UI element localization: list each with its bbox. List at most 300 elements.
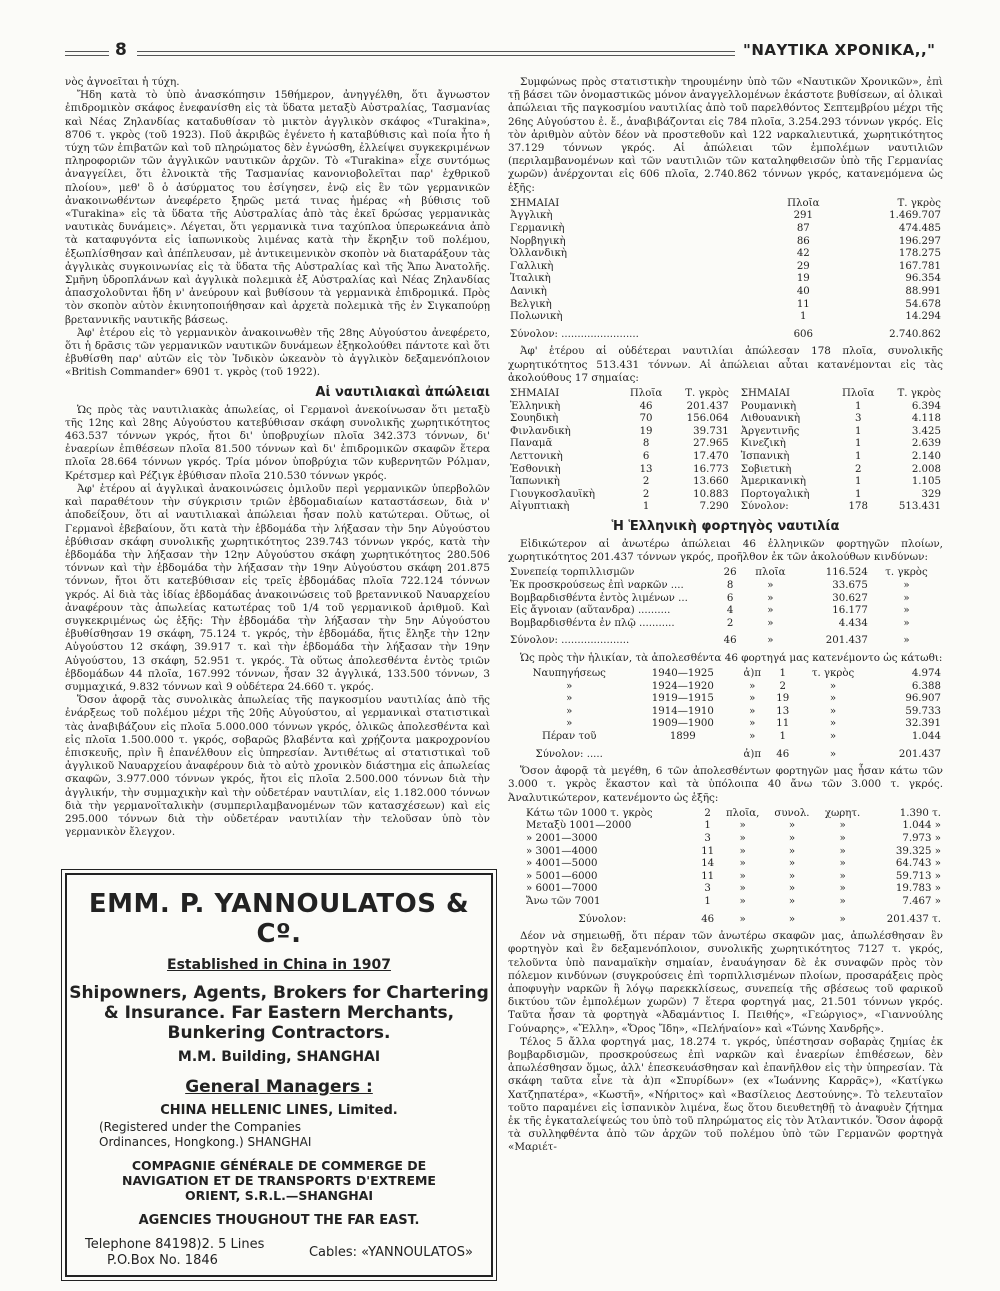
table-cell: Ἰταλικὴ [510, 273, 551, 285]
table-cell: 6.394 [911, 400, 941, 412]
table-row [508, 223, 943, 236]
ad-general-managers-heading: General Managers : [185, 1077, 373, 1097]
table-cell: Σύνολον: ..... [535, 748, 603, 760]
table-cell: Γαλλικὴ [510, 260, 554, 272]
right-paragraph: Ὅσον ἀφορᾷ τὰ μεγέθη, 6 τῶν ἀπολεσθέντων φορτηγῶν μας ἦσαν κάτω τῶν 3.000 τ. γκρὸς ἕκαστον καὶ τὰ ὑπόλοιπα 40 ἄνω τῶν 3.000 τ. γκρός. Ἀναλυτικώτερον, κατενέμοντο ὡς ἑξῆς: [508, 765, 943, 804]
table-cell: 3 [704, 833, 711, 845]
table-cell: 1940—1925 [651, 668, 714, 680]
table-cell: » [903, 592, 910, 604]
table-cell: 2.140 [911, 450, 941, 462]
table-row [508, 286, 943, 299]
table-row [508, 210, 943, 223]
table-cell: Ἄνω τῶν 7001 [526, 896, 601, 907]
table-row [508, 261, 943, 274]
table-cell: 32.391 [905, 718, 941, 730]
table-cell: » [739, 883, 746, 895]
table-cell: 1.044 [911, 731, 941, 743]
table-cell: » [749, 705, 756, 717]
table-cell: » [839, 833, 846, 845]
table-cell: 70 [639, 413, 653, 425]
table-row [508, 236, 943, 249]
table-cell: » [839, 870, 846, 882]
right-paragraph: Ἀφ' ἑτέρου αἱ οὐδέτεραι ναυτιλίαι ἀπώλεσαν 178 πλοῖα, συνολικῆς χωρητικότητος 513.431 τόννων. Αἱ ἀπώλειαι αὗται κατανέμονται εἰς τὰς ἀκολούθους 17 σημαίας: [508, 345, 943, 384]
table-cell: 3.425 [911, 425, 941, 437]
table-cell: 196.297 [898, 235, 941, 247]
left-paragraph: Ἀφ' ἑτέρου αἱ ἀγγλικαὶ ἀνακοινώσεις ὁμιλοῦν περὶ γερμανικῶν ὑπερβολῶν καὶ παραθέτουν τὴν σύγκρισιν τριῶν ἑβδομαδιαίων καταστάσεων, διὰ ν' ἀποδείξουν, ὅτι αἱ ναυτιλιακαὶ ἀπώλειαι ἦσαν πολὺ κατώτεραι. Οὕτως, οἱ Γερμανοὶ ἐβεβαίουν, ὅτι κατὰ τὴν ἑβδομάδα τὴν λήξασαν τὴν 5ην Αὐγούστου ἐβύθισαν σκάφη συνολικῆς χωρητικότητος 239.743 τόννων γκρός, κατὰ τὴν ἑβδομάδα τὴν λήξασαν τὴν 12ην Αὐγούστου σκάφη χωρητικότητος 280.506 τόννων καὶ τὴν ἑβδομάδα τὴν λήξασαν τὴν 19ην Αὐγούστου σκάφη 201.875 τόννων, ἤτοι ὅτι κατεβύθισαν εἰς τρεῖς ἑβδομάδας πλοῖα 722.124 τόννων γκρός. Αἱ διὰ τὰς ἰδίας ἑβδομάδας ἀνακοινώσεις τοῦ βρεταννικοῦ Ναυαρχείου ἀναφέρουν τὰς ἀπωλείας κατωτέρας τοῦ 1/4 τοῦ γερμανικοῦ ἀριθμοῦ. Καὶ συγκεκριμένως ὡς ἑξῆς: Τὴν ἑβδομάδα τὴν λήξασαν τὴν 5ην Αὐγούστου ἐβυθίσθησαν 19 σκάφη, 75.124 τ. γκρός, τὴν ἑβδομάδα, ἥτις ἔληξε τὴν 12ην Αὐγούστου 12 σκάφη, 39.917 τ. καὶ τὴν ἑβδομάδα τὴν λήξασαν τὴν 19ην Αὐγούστου, 13 σκάφη, 52.951 τ. γκρός. Τὰ οὕτως ἀπολεσθέντα ἐντὸς τριῶν ἑβδομάδων 44 πλοῖα, 167.992 τόννων, ἦσαν 32 ἀγγλικά, 133.500 τόννων, 3 συμμαχικά, 9.832 τόννων καὶ 9 οὐδέτερα 24.660 τ. γκρός. [65, 482, 490, 693]
table-cell: 201.437 τ. [886, 913, 941, 925]
table-row [508, 413, 943, 426]
table-cell: 1 [854, 425, 862, 437]
table-cell: Βομβαρδισθέντα ἐντὸς λιμένων ... [510, 592, 688, 604]
yannoulatos-advertisement [65, 873, 493, 1277]
table-cell: » [739, 870, 746, 882]
table-cell: 96.907 [905, 693, 941, 705]
table-cell: 1919—1915 [651, 693, 714, 705]
table-cell: Ἀμερικανικὴ [740, 476, 806, 488]
section-heading-losses: Αἱ ναυτιλιακαὶ ἀπώλειαι [315, 384, 490, 400]
table-row [508, 464, 943, 477]
table-cell: 29 [796, 260, 810, 272]
table-cell: 33.675 [832, 579, 868, 591]
table-cell: 201.437 [825, 635, 868, 647]
table-cell: Βελγικὴ [510, 298, 552, 310]
table-cell: 4 [726, 605, 734, 617]
table-cell: Γιουγκοσλαυϊκὴ [510, 488, 595, 500]
table-cell: 46 [639, 400, 653, 412]
table-cell: » [739, 845, 746, 857]
left-paragraph: Ἀφ' ἑτέρου εἰς τὸ γερμανικὸν ἀνακοινωθὲν τῆς 28ης Αὐγούστου ἀνεφέρετο, ὅτι ἡ δρᾶσις τῶν γερμανικῶν ναυτικῶν δυνάμεων ἐξηκολούθει πάντοτε καὶ ὅτι ἐβυθίσθη παρ' αὐτῶν εἰς τὸν Ἰνδικὸν ὠκεανὸν τὸ ἀγγλικὸν δεξαμενόπλοιον «British Commander» 6901 τ. γκρὸς (τοῦ 1922). [65, 326, 490, 379]
ad-pobox: P.O.Box No. 1846 [107, 1253, 218, 1268]
left-paragraph: νὸς ἀγνοεῖται ἡ τύχη. [65, 76, 180, 88]
table-cell: » [903, 579, 910, 591]
table-total-row [508, 324, 943, 342]
table-row [508, 618, 943, 631]
table-cell: πλοῖα [755, 567, 786, 579]
table-cell: Μεταξὺ 1001—2000 [526, 820, 632, 832]
table-row [508, 858, 943, 871]
table-cell: Λιθουανικὴ [740, 413, 801, 425]
table-row [508, 668, 943, 681]
table-cell: Ἑλληνικὴ [510, 400, 561, 412]
table-cell: » [839, 896, 846, 907]
table-cell: 87 [796, 223, 810, 235]
table-cell: 2 [779, 680, 787, 692]
table-cell: » [566, 705, 573, 717]
table-cell: » [767, 592, 774, 604]
table-cell: 3 [854, 413, 862, 425]
table-cell: 8 [726, 579, 734, 591]
table-cell: 6 [642, 450, 650, 462]
table-cell: 2 [854, 463, 862, 475]
table-cell: » [767, 617, 774, 629]
table-row [508, 883, 943, 896]
table-row [508, 605, 943, 618]
table-cell: Πέραν τοῦ [542, 731, 597, 743]
table-cell: 513.431 [898, 501, 941, 513]
table-cell: Ναυπηγήσεως [532, 668, 606, 680]
ad-contact [85, 1237, 473, 1269]
table-row [508, 501, 943, 514]
table-cell: 46 [723, 635, 737, 647]
table-cell: 1.044 » [902, 820, 941, 832]
table-total-row [508, 909, 943, 927]
table-cell: » [749, 680, 756, 692]
table-cell: 59.713 » [895, 870, 941, 882]
table-cell: Ὀλλανδικὴ [510, 248, 567, 260]
table-cell: 1 [854, 438, 862, 450]
table-row [508, 580, 943, 593]
table-spacer [630, 744, 735, 762]
table-cell: 16.177 [832, 605, 868, 617]
ad-established: Established in China in 1907 [167, 957, 391, 973]
greek-losses-by-cause-table [508, 567, 943, 648]
table-cell: 201.437 [898, 748, 941, 760]
table-row [508, 273, 943, 286]
table-row [508, 426, 943, 439]
table-cell: Ἐκ προσκρούσεως ἐπὶ ναρκῶν .... [510, 579, 684, 591]
header-rule-left [65, 51, 109, 56]
table-cell: 46 [701, 913, 715, 925]
table-cell: Συνεπείᾳ τορπιλλισμῶν [510, 567, 635, 579]
table-cell: 42 [796, 248, 810, 260]
table-cell: 46 [776, 748, 790, 760]
table-cell: Κάτω τῶν 1000 τ. γκρὸς [526, 807, 653, 819]
table-row [508, 438, 943, 451]
left-column [65, 76, 490, 839]
table-cell: Πολωνικὴ [510, 311, 563, 323]
table-cell: » [767, 579, 774, 591]
ad-services-line: Bunkering Contractors. [167, 1023, 391, 1043]
table-cell: Νορβηγικὴ [510, 235, 566, 247]
table-cell: ἀ)π [743, 748, 762, 760]
table-cell: Σουηδικὴ [510, 413, 559, 425]
table-cell: Σύνολον: ..................... [510, 635, 630, 647]
ad-telephone: Telephone 84198)2. 5 Lines [85, 1237, 265, 1252]
table-cell: Ἐσθονικὴ [510, 463, 561, 475]
table-cell: 14 [701, 858, 715, 870]
table-row [508, 846, 943, 859]
table-cell: 26 [723, 567, 737, 579]
table-row [508, 706, 943, 719]
table-cell: 329 [921, 488, 941, 500]
table-cell: 2 [704, 807, 711, 819]
table-cell: » [749, 718, 756, 730]
table-cell: Ρουμανικὴ [740, 400, 797, 412]
table-cell: 3 [704, 883, 711, 895]
ad-registration-line: (Registered under the Companies [99, 1120, 302, 1134]
right-paragraph: Τέλος 5 ἄλλα φορτηγά μας, 18.274 τ. γκρός, ὑπέστησαν σοβαρὰς ζημίας ἐκ βομβαρδισμῶν, προσκρούσεως ἐπὶ ναρκῶν καὶ ἐναερίων ἐπιθέσεων, δὲν ἀπωλέσθησαν ὅμως, ἀλλ' ἐπεσκευάσθησαν καὶ ἐπανῆλθον εἰς τὴν ὑπηρεσίαν. Τὰ σκάφη ταῦτα εἶνε τὰ ἀ)π «Σπυρίδων» (ex «Ἰωάννης Καρρᾶς»), «Κατίγκω Χατζηπατέρα», «Κωστῆ», «Νήριτος» καὶ «Βασίλειος Δεστούνης». Τὸ τελευταῖον τοῦτο παραμένει εἰς ἰσπανικὸν λιμένα, ἕως ὅτου διευθετηθῇ τὸ ἀναφυὲν ζήτημα ἐκ τῆς ἐγκαταλείψεώς του ὑπὸ τοῦ πληρώματος εἰς τὸν Ἀτλαντικόν. Ὅσον ἀφορᾷ τὰ συλληφθέντα ἀπὸ τῶν ἀρχῶν τοῦ πολέμου ὑπὸ τῶν Γερμανῶν φορτηγὰ «Μαριέτ- [508, 1035, 943, 1154]
left-paragraph: Ὡς πρὸς τὰς ναυτιλιακὰς ἀπωλείας, οἱ Γερμανοὶ ἀνεκοίνωσαν ὅτι μεταξὺ τῆς 12ης καὶ 28ης Αὐγούστου κατεβύθισαν σκάφη συνολικῆς χωρητικότητος 463.537 τόννων γκρός, ἤτοι δι' ὑποβρυχίων πλοῖα 342.373 τόννων, δι' ἐναερίων ἐπιθέσεων πλοῖα 81.500 τόννων καὶ δι' ἐπιδρομικῶν σκαφῶν ἕτερα πλοῖα 28.664 τόννων γκρός. Τρία μόνον ὑποβρύχια τῶν κυβερνητῶν Ρόλμαν, Κρέτσμερ καὶ Ρέζιγκ ἐβύθισαν πλοῖα 210.530 τόννων γκρός. [65, 403, 490, 482]
table-cell: 13 [639, 463, 653, 475]
table-cell: » [739, 858, 746, 870]
table-cell: 1 [704, 820, 711, 832]
table-cell: 59.733 [905, 705, 941, 717]
table-cell: Σύνολον: [740, 501, 789, 513]
table-cell: 2.639 [911, 438, 941, 450]
table-cell: Κινεζικὴ [740, 438, 786, 450]
table-cell: » [839, 845, 846, 857]
table-cell: » [788, 820, 796, 832]
table-cell: » [839, 883, 846, 895]
table-cell: » [739, 896, 746, 907]
ad-registration-line: Ordinances, Hongkong.) SHANGHAI [99, 1135, 312, 1149]
table-cell: 88.991 [905, 285, 941, 297]
table-cell: 13.660 [693, 476, 729, 488]
ad-company-china-hellenic: CHINA HELLENIC LINES, Limited. [160, 1103, 398, 1118]
table-cell: 17.470 [693, 450, 729, 462]
table-cell: » [829, 748, 837, 760]
table-cell: 19 [776, 693, 790, 705]
table-cell: 39.731 [693, 425, 729, 437]
table-cell: 30.627 [832, 592, 868, 604]
table-cell: 1 [779, 731, 787, 743]
table-cell: 474.485 [898, 223, 941, 235]
table-cell: Αἰγυπτιακὴ [510, 501, 570, 513]
table-cell: 1909—1900 [651, 718, 714, 730]
table-cell: 96.354 [905, 273, 941, 285]
table-cell: » [829, 705, 837, 717]
table-cell: 54.678 [905, 298, 941, 310]
table-cell: Γερμανικὴ [510, 223, 565, 235]
table-cell: τ. γκρὸς [811, 668, 855, 680]
ad-services-line: & Insurance. Far Eastern Merchants, [103, 1003, 455, 1023]
table-cell: » [839, 820, 846, 832]
table-cell: » [788, 845, 796, 857]
table-cell: » [829, 718, 837, 730]
table-cell: » [788, 858, 796, 870]
table-cell: » [839, 913, 846, 925]
table-cell: » [903, 605, 910, 617]
table-header: ΣΗΜΑΙΑΙ [740, 387, 791, 399]
table-cell: 2.740.862 [889, 328, 941, 340]
table-cell: » [566, 693, 573, 705]
table-cell: 16.773 [693, 463, 729, 475]
table-cell: τ. γκρὸς [885, 567, 928, 579]
ad-compagnie-line: NAVIGATION ET DE TRANSPORTS D'EXTREME [122, 1173, 436, 1188]
table-row [508, 476, 943, 489]
table-cell: 1 [854, 488, 862, 500]
table-header: Τ. γκρὸς [897, 197, 941, 209]
table-cell: Δανικὴ [510, 285, 547, 297]
table-cell: Ἰαπωνικὴ [510, 476, 560, 488]
table-header: ΣΗΜΑΙΑΙ [510, 387, 560, 399]
table-cell: » 6001—7000 [526, 883, 598, 895]
table-cell: » [566, 680, 573, 692]
table-cell: χωρητ. [824, 807, 861, 819]
table-cell: » [788, 883, 796, 895]
table-row [508, 489, 943, 502]
table-cell: Παναμᾶ [510, 438, 553, 450]
table-cell: 19 [639, 425, 653, 437]
table-cell: 19 [796, 273, 810, 285]
table-cell: 11 [796, 298, 810, 310]
table-cell: 606 [793, 328, 814, 340]
table-cell: 13 [776, 705, 790, 717]
table-cell: 1 [642, 501, 650, 513]
table-cell: 11 [776, 718, 790, 730]
table-cell: » [829, 680, 837, 692]
table-cell: 86 [796, 235, 810, 247]
table-cell: 178.275 [898, 248, 941, 260]
table-cell: » [739, 833, 746, 845]
table-cell: 1899 [669, 731, 696, 743]
right-column [508, 76, 943, 1155]
table-cell: » 2001—3000 [526, 833, 598, 845]
right-paragraph: Συμφώνως πρὸς στατιστικὴν τηρουμένην ὑπὸ τῶν «Ναυτικῶν Χρονικῶν», ἐπὶ τῇ βάσει τῶν ὀνομαστικῶς μόνον ἀναγγελλομένων ἑκάστοτε βυθίσεων, αἱ ὁλικαὶ ἀπώλειαι τῆς παγκοσμίου ναυτιλίας ἀπὸ τοῦ παρελθόντος Σεπτεμβρίου μέχρι τῆς 26ης Αὐγούστου ἐ. ἔ., ἀναβιβάζονται εἰς 784 πλοῖα, 3.254.293 τόννων γκρός. Εἰς τὸν ἀριθμὸν αὐτὸν δέον νὰ προστεθοῦν καὶ 122 ναρκαλιευτικά, χωρητικότητος 37.129 τόννων γκρός. Αἱ ἀπώλειαι τῶν ἐμπολέμων ναυτιλιῶν (περιλαμβανομένων καὶ τῶν ναυτιλιῶν τῶν καταληφθεισῶν ὑπὸ τῆς Γερμανίας χωρῶν) ἀνέρχονται εἰς 606 πλοῖα, 2.740.862 τόννων γκρός, κατανεμόμενα ὡς ἑξῆς: [508, 76, 943, 194]
table-cell: Βομβαρδισθέντα ἐν πλῷ ........... [510, 617, 675, 629]
table-cell: Σύνολον: [578, 913, 627, 925]
table-cell: Ἰσπανικὴ [740, 450, 790, 462]
table-cell: » 5001—6000 [526, 870, 598, 882]
table-cell: 4.434 [838, 617, 868, 629]
table-cell: » [749, 693, 756, 705]
ad-company-compagnie [67, 1158, 491, 1203]
table-cell: » [903, 635, 910, 647]
ad-compagnie-line: ORIENT, S.R.L.—SHANGHAI [185, 1188, 373, 1203]
table-cell: » 4001—5000 [526, 858, 598, 870]
table-row [508, 833, 943, 846]
table-cell: 1.105 [911, 476, 941, 488]
table-cell: » [788, 896, 796, 907]
ad-building: M.M. Building, SHANGHAI [177, 1049, 381, 1065]
table-header: Τ. γκρὸς [685, 387, 729, 399]
table-cell: Πορτογαλικὴ [740, 488, 810, 500]
table-row [508, 401, 943, 414]
table-row [508, 681, 943, 694]
table-cell: 7.290 [699, 501, 729, 513]
ad-cables: Cables: «YANNOULATOS» [308, 1245, 473, 1260]
table-cell: Ἀγγλικὴ [510, 210, 553, 222]
belligerent-losses-table [508, 198, 943, 342]
table-cell: 2 [642, 488, 650, 500]
ad-agencies: AGENCIES THOUGHOUT THE FAR EAST. [138, 1213, 420, 1228]
table-cell: 64.743 » [895, 858, 941, 870]
table-cell: 1.469.707 [889, 210, 941, 222]
table-cell: » [788, 870, 796, 882]
ad-compagnie-line: COMPAGNIE GÉNÉRALE DE COMMERGE DE [131, 1158, 427, 1173]
table-cell: Σύνολον: ........................ [510, 328, 639, 340]
table-cell: 2 [642, 476, 650, 488]
table-cell: » [767, 635, 774, 647]
table-cell: 7.973 » [902, 833, 941, 845]
table-cell: 116.524 [825, 567, 868, 579]
left-paragraph: Ἤδη κατὰ τὸ ὑπὸ ἀνασκόπησιν 15θήμερον, ἀνηγγέλθη, ὅτι ἄγνωστον ἐπιδρομικὸν σκάφος ἐνεφανίσθη εἰς τὰ ὕδατα μεταξὺ Αὐστραλίας, Τασμανίας καὶ Νέας Ζηλανδίας καταδυθίσαν τὸ μικτὸν ἀγγλικὸν σκάφος «Turakina», 8706 τ. γκρὸς (τοῦ 1923). Ποῦ ἀκριβῶς ἐγένετο ἡ καταβύθισις καὶ ποία ἦτο ἡ τύχη τῶν ἐπιβατῶν καὶ τοῦ πληρώματος δὲν ἐγνώσθη, ἐλλείψει συγκεκριμένων πληροφοριῶν τῶν ἀγγλικῶν ναυτικῶν ἀρχῶν. Τὸ «Turakina» εἶχε συντόμως ἀναγγείλει, ὅτι ἐλνοικτὰ τῆς Τασμανίας κανονιοβολεῖται παρ' ἐχθρικοῦ πλοίου», μεθ' ὃ ὁ ἀσύρματος του ἐσίγησεν, ἐνῷ εἰς ἓν τῶν γερμανικῶν ἀνακοινωθέντων ἀνεφέρετο ξηρῶς μετά τινας ἡμέρας «ἡ βύθισις τοῦ «Turakina» εἰς τὰ ὕδατα τῆς Αὐστραλίας ἀπὸ τὰς ἐκεῖ δρώσας γερμανικὰς ναυτικὰς δυνάμεις». Λέγεται, ὅτι γερμανικὰ τινα ταχύπλοα ὑπερωκεάνια ἀπὸ τὰ καταφυγόντα εἰς ἰαπωνικοὺς λιμένας κατὰ τὴν ἔκρηξιν τοῦ πολέμου, ἐξωπλίσθησαν καὶ ἀπέπλευσαν, μὲ ἀντικειμενικὸν σκοπὸν νὰ διαταράξουν τὰς ἀγγλικὰς συγκοινωνίας εἰς τὰ ὕδατα τῆς Αὐστραλίας καὶ τῆς Ἄπω Ἀνατολῆς. Σμῆνη ὑδροπλάνων καὶ ἀγγλικὰ πολεμικὰ ἐξ Αὐστραλίας καὶ Νέας Ζηλανδίας ἀπασχολοῦνται ἤδη ν' ἀνεύρουν καὶ βυθίσουν τὰ γερμανικὰ ἐπιδρομικά. Πρὸς τὸν σκοπὸν αὐτὸν ἐκινητοποιήθησαν καὶ ἀρχετὰ πολεμικὰ τῆς ἐν Σιγκαπούρῃ βρεταννικῆς ναυτικῆς βάσεως. [65, 89, 490, 326]
table-cell: » [829, 731, 837, 743]
table-header: Πλοῖα [842, 387, 875, 399]
table-cell: 11 [701, 845, 715, 857]
table-row [508, 567, 943, 580]
table-row [508, 871, 943, 884]
table-cell: 1914—1910 [651, 705, 714, 717]
header-rule-right [137, 51, 735, 56]
greek-losses-by-age-table [508, 668, 943, 761]
table-cell: » [566, 718, 573, 730]
table-total-row [508, 744, 943, 762]
table-cell: » [749, 731, 756, 743]
neutral-losses-table [508, 388, 943, 514]
table-cell: » [839, 858, 846, 870]
table-cell: Ἀργεντινῆς [740, 425, 800, 437]
ad-services [67, 983, 491, 1043]
table-row [508, 311, 943, 324]
table-cell: συνολ. [774, 807, 810, 819]
table-cell: 6.388 [911, 680, 941, 692]
table-cell: 4.974 [911, 668, 941, 680]
table-row [508, 808, 943, 821]
table-cell: » [788, 913, 796, 925]
table-cell: 291 [793, 210, 814, 222]
table-cell: 10.883 [693, 488, 729, 500]
table-cell: » [739, 913, 746, 925]
table-cell: 8 [642, 438, 650, 450]
table-cell: 178 [848, 501, 868, 513]
ad-registration [67, 1120, 491, 1150]
table-header: Τ. γκρὸς [897, 387, 941, 399]
right-paragraph: Εἰδικώτερον αἱ ἀνωτέρω ἀπώλειαι 46 ἑλληνικῶν φορτηγῶν πλοίων, χωρητικότητος 201.437 τόννων γκρός, προῆλθον ἐκ τῶν ἀκολούθων κινδύνων: [508, 537, 943, 564]
table-cell: » [829, 693, 837, 705]
table-cell: Λεττονικὴ [510, 450, 563, 462]
ad-services-line: Shipowners, Agents, Brokers for Chartering [69, 983, 489, 1003]
right-paragraph: Ὡς πρὸς τὴν ἡλικίαν, τὰ ἀπολεσθέντα 46 φορτηγά μας κατενέμοντο ὡς κάτωθι: [520, 651, 943, 664]
table-cell: 167.781 [898, 260, 941, 272]
table-header: Πλοῖα [629, 387, 663, 399]
section-heading-greek-cargo: Ἡ Ἑλληνικὴ φορτηγὸς ναυτιλία [611, 518, 840, 534]
table-cell: 1 [704, 896, 711, 907]
table-cell: 6 [726, 592, 734, 604]
table-cell: 4.118 [911, 413, 941, 425]
table-cell: » [788, 833, 796, 845]
table-row [508, 248, 943, 261]
table-row [508, 593, 943, 606]
table-cell: 40 [796, 285, 810, 297]
greek-losses-by-size-table [508, 808, 943, 926]
ad-company-name: EMM. P. YANNOULATOS & Cº. [88, 889, 470, 949]
publication-title: "ΝΑΥΤΙΚΑ ΧΡΟΝΙΚΑ,," [743, 41, 936, 59]
table-cell: 14.294 [905, 311, 941, 323]
table-cell: 1.390 τ. [899, 807, 941, 819]
page-header [65, 40, 945, 68]
table-cell: » 3001—4000 [526, 845, 598, 857]
table-row [508, 299, 943, 312]
table-total-row [508, 630, 943, 648]
table-cell: 19.783 » [895, 883, 941, 895]
table-row [508, 451, 943, 464]
table-cell: » [739, 820, 746, 832]
table-header: ΣΗΜΑΙΑΙ [510, 197, 560, 209]
right-paragraph: Δέον νὰ σημειωθῇ, ὅτι πέραν τῶν ἀνωτέρω σκαφῶν μας, ἀπωλέσθησαν ἓν φορτηγὸν καὶ ἓν δεξαμενόπλοιον, συνολικῆς χωρητικότητος 7127 τ. γκρός, τελοῦντα ὑπὸ παναμαϊκὴν σημαίαν, ἐναυάγησαν δὲ ἐκ συναφῶν πρὸς τὸν πόλεμον κινδύνων (συγκρούσεις ἐπὶ τορπιλλισμένων πλοίων, προσαράξεις πρὸς ἀποφυγὴν ναρκῶν ἢ λόγῳ παρεκκλίσεως, συνεπείᾳ τῆς σβέσεως τοῦ φαρικοῦ δικτύου τῶν ἐμπολέμων χωρῶν) 7 ἕτερα φορτηγά μας, 21.501 τόννων γκρός. Ταῦτα ἦσαν τὰ φορτηγὰ «Ἀδαμάντιος Ι. Πειθής», «Γεώργιος», «Γιαννούλης Γούναρης», «Ἔλλη», «Ὄρος Ἴδη», «Πελήναίον» καὶ «Τώνης Χανδρῆς». [508, 930, 943, 1035]
table-cell: 1924—1920 [651, 680, 714, 692]
table-cell: 201.437 [686, 400, 729, 412]
table-row [508, 820, 943, 833]
table-cell: 1 [854, 450, 862, 462]
table-cell: 11 [701, 870, 715, 882]
table-row [508, 731, 943, 744]
table-cell: Φινλανδικὴ [510, 425, 571, 437]
table-cell: » [903, 617, 910, 629]
table-cell: 2 [726, 617, 734, 629]
table-cell: 1 [779, 668, 787, 680]
table-cell: πλοῖα, [725, 807, 760, 819]
page-number: 8 [115, 40, 127, 60]
table-row [508, 896, 943, 909]
table-row [508, 693, 943, 706]
left-paragraph: Ὅσον ἀφορᾷ τὰς συνολικὰς ἀπωλείας τῆς παγκοσμίου ναυτιλίας ἀπὸ τῆς ἐνάρξεως τοῦ πολέμου μέχρι τῆς 20ῆς Αὐγούστου, αἱ γερμανικαὶ στατιστικαὶ τὰς ἀναβιβάζουν εἰς πλοῖα 5.000.000 τόννων γκρός, ὁλικῶς ἀπολεσθέντα καὶ εἰς πλοῖα 1.500.000 τ. γκρός, σοβαρῶς βλαβέντα καὶ χρῄζοντα μακροχρονίου ἐπισκευῆς, πρὶν ἢ ἐπανέλθουν εἰς ὑπηρεσίαν. Ἀντιθέτως αἱ στατιστικαὶ τοῦ ἀγγλικοῦ Ναυαρχείου ἀναφέρουν διὰ τὸ αὐτὸ χρονικὸν διάστημα εἰς ἀπωλείας σκαφῶν, 3.977.000 τόννων γκρός, ἤτοι εἰς πλοῖα 2.500.000 τόννων διὰ τὴν ἀγγλικήν, τὴν συμμαχικὴν καὶ τὴν οὐδετέραν ναυτιλίαν, εἰς 1.182.000 τόννων διὰ τὴν γερμανοϊταλικὴν (συμπεριλαμβανομένων τῶν κατασχέσεων) καὶ εἰς 295.000 τόννων διὰ τὴν οὐδετέραν ναυτιλίαν τὴν τελοῦσαν ὑπὸ τὸν γερμανικὸν ἔλεγχον. [65, 694, 490, 839]
table-header: Πλοῖα [787, 197, 820, 209]
table-cell: Εἰς ἄγνοιαν (αὕτανδρα) .......... [510, 605, 671, 617]
table-cell: 156.064 [686, 413, 729, 425]
table-cell: ἀ)π [743, 668, 762, 680]
table-row [508, 718, 943, 731]
